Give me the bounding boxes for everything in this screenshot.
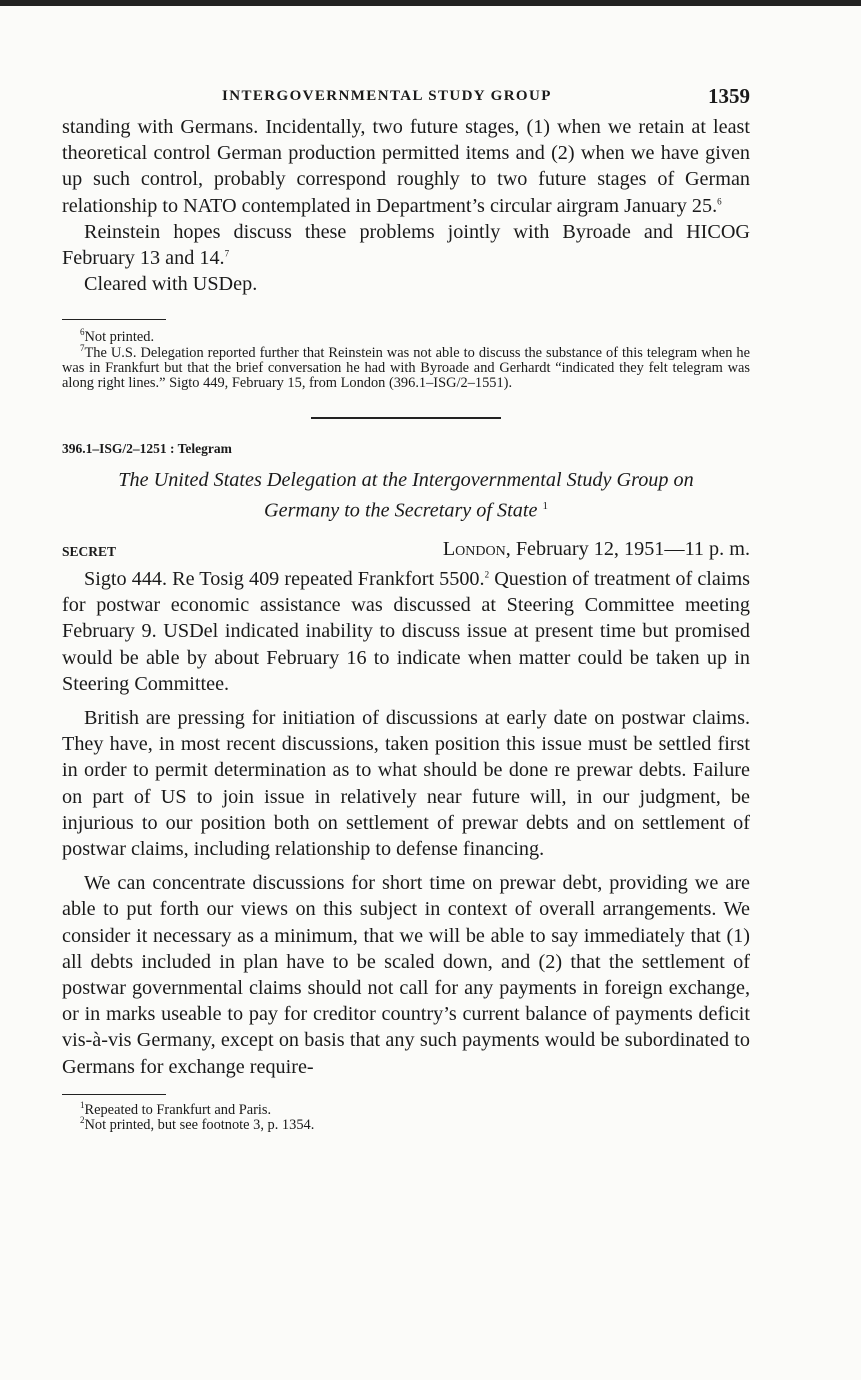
place-name: London,: [442, 537, 511, 560]
footnote-mark: 6: [80, 327, 85, 338]
continuation-text-2: Reinstein hopes discuss these problems jointly with Byroade and HICOG February 13 and 14.: [62, 220, 750, 270]
document-title-text: The United States Delegation at the Intergovernmental Study Group on Germany to the Secretary of State: [118, 469, 694, 522]
footnote-ref-2: 2: [484, 569, 490, 580]
section-divider: [311, 417, 501, 419]
continuation-text-1: standing with Germans. Incidentally, two future stages, (1) when we retain at least theoretical control German production permitted items and (2) when we have given up such control, probably correspond roughly to two future stages of German relationship to NATO contemplated in Department’s circular airgram January 25.: [62, 116, 750, 217]
footnote-mark: 7: [80, 342, 85, 353]
footnote-text: Not printed, but see footnote 3, p. 1354.: [84, 1117, 315, 1134]
telegram-paragraph-3: We can concentrate discussions for short time on prewar debt, providing we are able to put forth our views on this subject in context of overall arrangements. We consider it necessary as a minimum, that we will be able to say immediately that (1) all debts included in plan have to be scaled down, and (2) that the settlement of postwar governmental claims should not call for any payments in foreign exchange, or in marks useable to pay for creditor country’s current balance of payments deficit vis-à-vis Germany, except on basis that any such payments would be subordinated to Germans for exchange require-: [62, 872, 750, 1078]
file-number: 396.1–ISG/2–1251 : Telegram: [62, 441, 232, 457]
document-title: [102, 467, 710, 524]
classification-label: SECRET: [62, 543, 117, 559]
footnote-text: Not printed.: [84, 329, 155, 346]
footnote-6: [62, 327, 750, 346]
footnote-ref-6: 6: [717, 195, 722, 206]
continuation-paragraph-2: [62, 219, 750, 271]
footnote-divider: [62, 319, 166, 320]
continuation-paragraph-3: Cleared with USDep.: [84, 273, 258, 296]
footnote-ref-7: 7: [224, 248, 230, 259]
footnote-divider-bottom: [62, 1094, 166, 1095]
telegram-text-1b: Question of treatment of claims for postwar economic assistance was discussed at Steering Committee meeting February 9. USDel indicated inability to discuss issue at present time but promised would be able by about February 16 to indicate when matter could be taken up in Steering Committee.: [62, 567, 751, 695]
footnote-mark: 2: [80, 1115, 85, 1126]
continuation-paragraph-1: [62, 114, 750, 219]
running-title: INTERGOVERNMENTAL STUDY GROUP: [222, 88, 552, 104]
footnote-text: The U.S. Delegation reported further that Reinstein was not able to discuss the substance of this telegram when he was in Frankfurt but that the brief conversation he had with Byroade and Gerhardt “indicated they felt telegram was along right lines.” Sigto 449, February 15, from London (396.1–ISG/2–1551).: [62, 344, 750, 392]
footnote-1: [62, 1100, 750, 1118]
footnote-text: Repeated to Frankfurt and Paris.: [84, 1101, 272, 1118]
document-page: [62, 80, 750, 1133]
footnote-7: [62, 342, 750, 392]
footnote-2: [62, 1115, 750, 1134]
date-line: [443, 538, 750, 561]
page-number: 1359: [708, 84, 750, 108]
date-text: February 12, 1951—11 p. m.: [515, 537, 750, 560]
page-top-border: [0, 0, 861, 6]
telegram-paragraph-2: British are pressing for initiation of discussions at early date on postwar claims. They have, in most recent discussions, taken position this issue must be settled first in order to permit determination as to what should be done re prewar debts. Failure on part of US to join issue in relatively near future will, in our judgment, be injurious to our position both on settlement of prewar debts and on settlement of postwar claims, including relationship to defense financing.: [62, 706, 750, 860]
dateline: [62, 538, 750, 564]
footnote-mark: 1: [80, 1100, 85, 1111]
running-head: [62, 80, 750, 114]
telegram-text-1a: Sigto 444. Re Tosig 409 repeated Frankfort 5500.: [84, 567, 485, 590]
footnote-ref-1: 1: [542, 500, 548, 513]
telegram-paragraph-1: [62, 566, 750, 697]
